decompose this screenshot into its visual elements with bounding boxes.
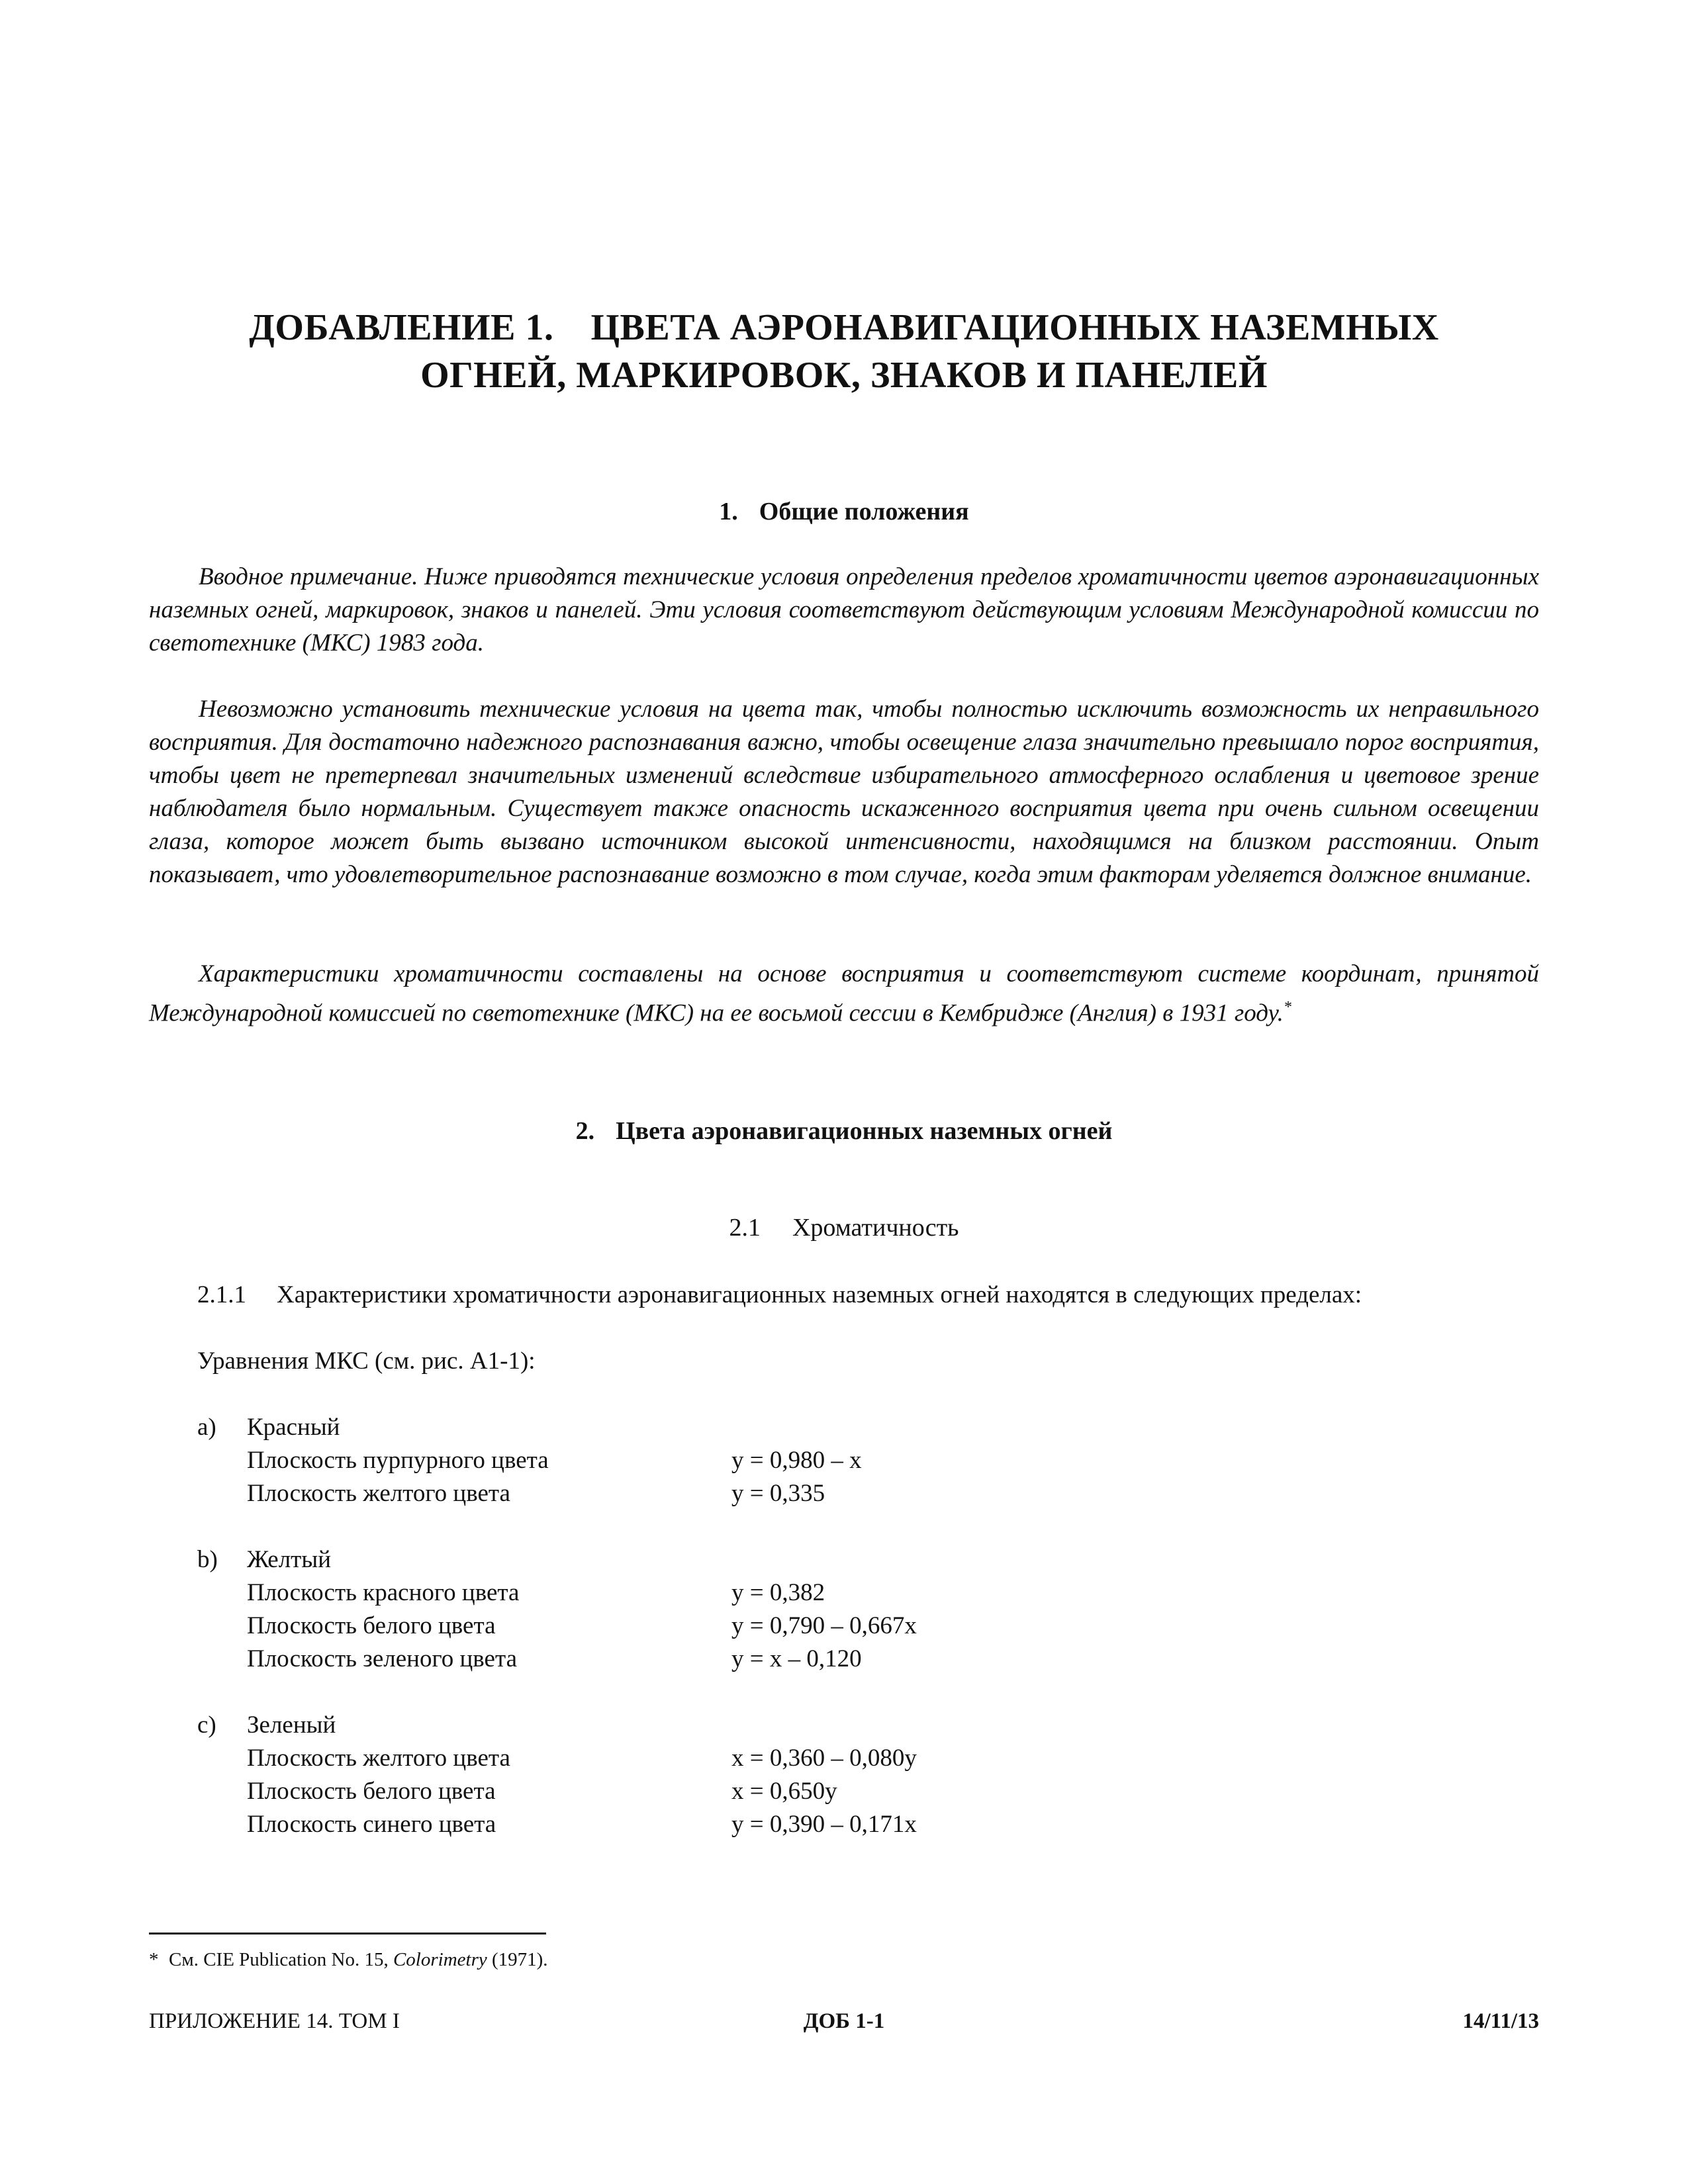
equations-intro: Уравнения МКС (см. рис. А1-1): <box>197 1347 536 1375</box>
section-1-title: Общие положения <box>759 498 969 525</box>
color-c-letter: c) <box>197 1711 216 1739</box>
footer-date: 14/11/13 <box>1462 2009 1539 2033</box>
section-2-heading <box>0 1116 1688 1146</box>
color-c-row-3-equation: y = 0,390 – 0,171x <box>731 1811 917 1838</box>
color-a-row-2-equation: y = 0,335 <box>731 1480 825 1507</box>
section-2-title: Цвета аэронавигационных наземных огней <box>616 1117 1113 1145</box>
footnote-prefix: См. CIE Publication No. 15, <box>169 1949 393 1970</box>
page-title-line-2: ОГНЕЙ, МАРКИРОВОК, ЗНАКОВ И ПАНЕЛЕЙ <box>420 355 1268 396</box>
footer-page-number: ДОБ 1-1 <box>803 2009 885 2033</box>
color-a-letter: a) <box>197 1414 216 1441</box>
color-a-row-1-label: Плоскость пурпурного цвета <box>247 1447 549 1474</box>
subsection-2-1-title: Хроматичность <box>792 1214 959 1242</box>
color-b-name: Желтый <box>247 1546 331 1573</box>
color-a-row-2-label: Плоскость желтого цвета <box>247 1480 510 1507</box>
footnote-marker: * <box>149 1949 159 1970</box>
appendix-label: ДОБАВЛЕНИЕ 1. <box>249 307 554 348</box>
subsection-2-1-number: 2.1 <box>729 1214 761 1242</box>
footnote-suffix: (1971). <box>487 1949 548 1970</box>
cie-coordinates-text: Характеристики хроматичности составлены на основе восприятия и соответствуют системе координат, принятой Международной комиссией по светотехнике (МКС) на ее восьмой сессии в Кембридже (Англия) в 1931 году. <box>149 960 1539 1027</box>
color-b-letter: b) <box>197 1546 218 1573</box>
subsection-2-1-heading <box>0 1212 1688 1243</box>
clause-2-1-1-number: 2.1.1 <box>197 1281 246 1308</box>
clause-2-1-1-text: Характеристики хроматичности аэронавигационных наземных огней находятся в следующих пределах: <box>277 1281 1362 1308</box>
color-b-row-3-equation: y = x – 0,120 <box>731 1645 862 1672</box>
color-c-row-3-label: Плоскость синего цвета <box>247 1811 496 1838</box>
section-1-heading <box>0 496 1688 527</box>
footnote-reference-marker: * <box>1283 999 1291 1016</box>
footer-left: ПРИЛОЖЕНИЕ 14. ТОМ I <box>149 2009 400 2033</box>
footnote-italic-title: Colorimetry <box>393 1949 487 1970</box>
clause-2-1-1 <box>197 1279 1362 1312</box>
title-text-part-1: ЦВЕТА АЭРОНАВИГАЦИОННЫХ НАЗЕМНЫХ <box>590 307 1439 348</box>
color-b-row-2-equation: y = 0,790 – 0,667x <box>731 1612 917 1639</box>
color-c-row-1-equation: x = 0,360 – 0,080y <box>731 1745 917 1772</box>
color-c-row-2-equation: x = 0,650y <box>731 1778 837 1805</box>
color-a-row-1-equation: y = 0,980 – x <box>731 1447 862 1474</box>
section-2-number: 2. <box>575 1117 595 1145</box>
color-a-name: Красный <box>247 1414 340 1441</box>
color-b-row-3-label: Плоскость зеленого цвета <box>247 1645 518 1672</box>
color-c-name: Зеленый <box>247 1711 336 1739</box>
cie-coordinates-paragraph <box>149 958 1539 1030</box>
color-b-row-1-label: Плоскость красного цвета <box>247 1579 520 1606</box>
footnote <box>149 1947 548 1972</box>
color-c-row-2-label: Плоскость белого цвета <box>247 1778 496 1805</box>
perception-paragraph: Невозможно установить технические условия на цвета так, чтобы полностью исключить возможность их неправильного восприятия. Для достаточно надежного распознавания важно, чтобы освещение глаза значительно превышало порог восприятия, чтобы цвет не претерпевал значительных изменений вследствие избирательного атмосферного ослабления и цветовое зрение наблюдателя было нормальным. Существует также опасность искаженного восприятия цвета при очень сильном освещении глаза, которое может быть вызвано источником высокой интенсивности, находящимся на близком расстоянии. Опыт показывает, что удовлетворительное распознавание возможно в том случае, когда этим факторам уделяется должное внимание. <box>149 696 1539 888</box>
color-b-row-2-label: Плоскость белого цвета <box>247 1612 496 1639</box>
color-c-row-1-label: Плоскость желтого цвета <box>247 1745 510 1772</box>
color-b-row-1-equation: y = 0,382 <box>731 1579 825 1606</box>
intro-note-paragraph: Вводное примечание. Ниже приводятся технические условия определения пределов хроматичности цветов аэронавигационных наземных огней, маркировок, знаков и панелей. Эти условия соответствуют действующим условиям Международной комиссии по светотехнике (МКС) 1983 года. <box>149 563 1539 657</box>
page-title-line-1 <box>0 304 1688 351</box>
footnote-separator <box>149 1933 546 1934</box>
section-1-number: 1. <box>719 498 738 525</box>
